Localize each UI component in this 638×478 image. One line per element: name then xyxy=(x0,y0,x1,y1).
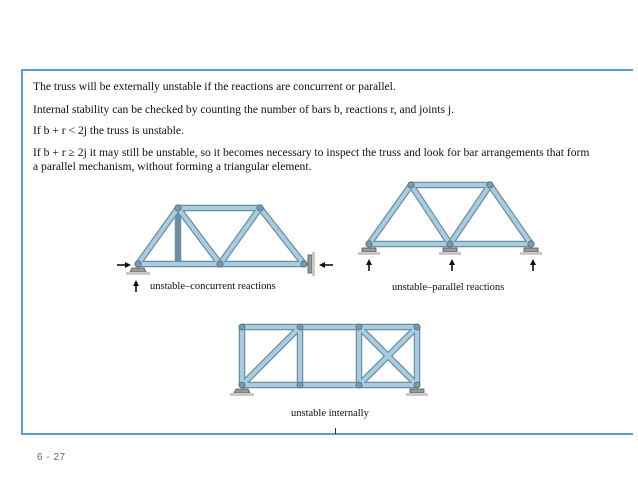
text-line-inspection-condition: If b + r ≥ 2j it may still be unstable, so it becomes necessary to inspect the truss and look for bar arrangements that form xyxy=(33,146,590,159)
text-line-external-stability: The truss will be externally unstable if the reactions are concurrent or parallel. xyxy=(33,80,396,93)
reaction-arrow-horizontal-right xyxy=(319,262,333,268)
truss-concurrent-reactions xyxy=(117,205,333,292)
roller-support-2b xyxy=(439,248,461,255)
reaction-arrow-vertical-left xyxy=(133,280,139,292)
reaction-arrow-parallel-2 xyxy=(449,259,455,271)
text-line-mechanism: a parallel mechanism, without forming a triangular element. xyxy=(33,160,312,173)
roller-support-2a xyxy=(358,248,380,255)
roller-support-2c xyxy=(520,248,542,255)
truss-1-members xyxy=(138,208,304,264)
truss-3-members xyxy=(242,327,417,385)
caption-parallel-reactions: unstable–parallel reactions xyxy=(392,282,505,293)
truss-parallel-reactions xyxy=(358,182,542,271)
caption-concurrent-reactions: unstable–concurrent reactions xyxy=(150,281,276,292)
reaction-arrow-parallel-3 xyxy=(530,259,536,271)
text-line-internal-stability: Internal stability can be checked by counting the number of bars b, reactions r, and joints j. xyxy=(33,103,454,116)
truss-internally-unstable xyxy=(230,324,428,396)
reaction-arrow-horizontal-left xyxy=(117,262,131,268)
truss-2-members xyxy=(369,185,531,244)
caption-internally-unstable: unstable internally xyxy=(291,408,369,419)
roller-support-right xyxy=(308,252,315,276)
text-line-unstable-condition: If b + r < 2j the truss is unstable. xyxy=(33,124,184,137)
roller-support-3-right xyxy=(406,389,428,396)
pin-support-left xyxy=(126,268,150,275)
reaction-arrow-parallel-1 xyxy=(366,259,372,271)
pin-support-3-left xyxy=(230,389,254,396)
page-number: 6 - 27 xyxy=(37,452,66,463)
